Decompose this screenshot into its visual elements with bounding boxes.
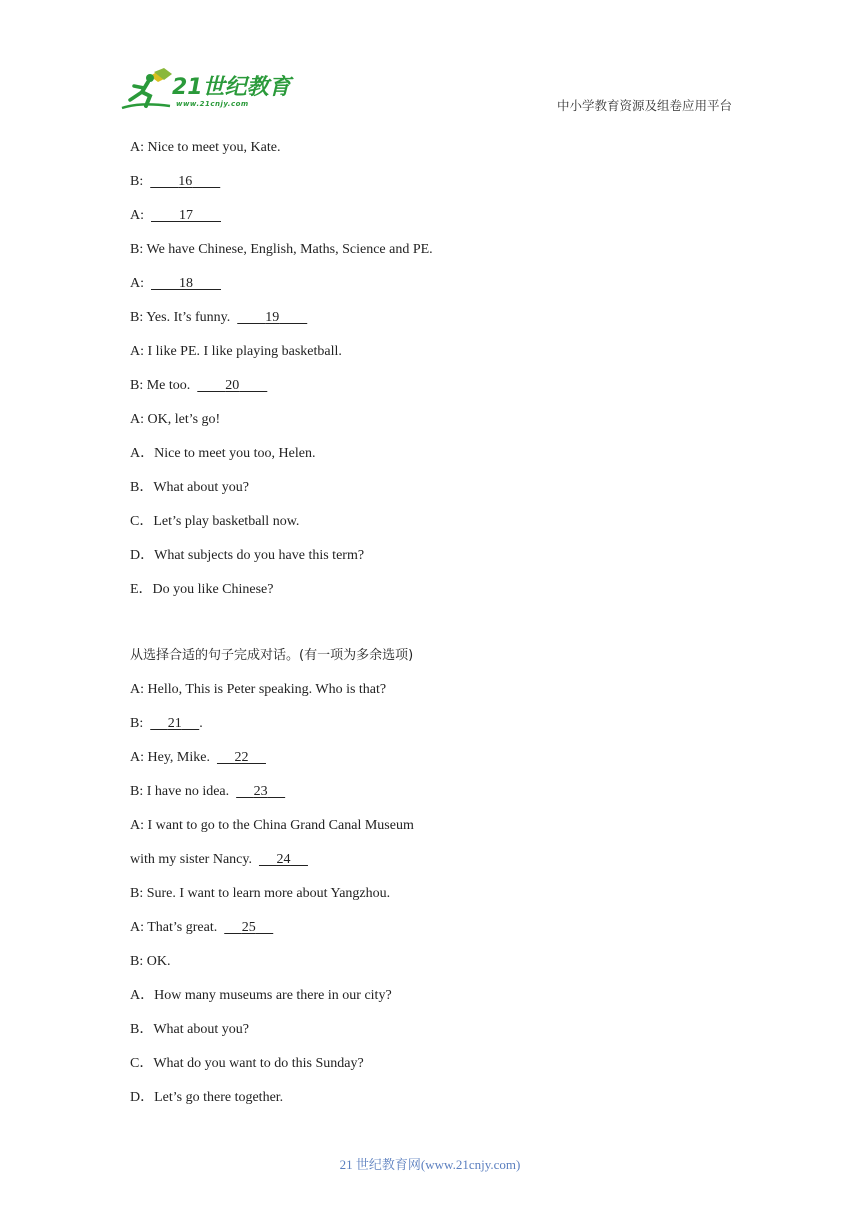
dialogue-line: B: Yes. It’s funny. 19 [130, 309, 307, 327]
answer-blank: 24 [276, 852, 291, 867]
option-item: A．How many museums are there in our city? [130, 988, 392, 1003]
dialogue-line: B: 16 [130, 173, 220, 191]
option-item: C．Let’s play basketball now. [130, 514, 300, 529]
answer-blank: 18 [179, 276, 193, 291]
page-header [0, 0, 860, 125]
page-footer: 21 世纪教育网(www.21cnjy.com) [339, 1157, 521, 1172]
dialogue-line: B: We have Chinese, English, Maths, Science and PE. [130, 242, 433, 257]
dialogue-line: A: Hey, Mike. 22 [130, 749, 266, 767]
dialogue-line: B: OK. [130, 954, 171, 969]
dialogue-line: A: OK, let’s go! [130, 412, 221, 427]
option-item: B．What about you? [130, 480, 249, 495]
dialogue-line: A: I like PE. I like playing basketball. [130, 344, 342, 359]
option-item: D．What subjects do you have this term? [130, 548, 365, 563]
logo-url: www.21cnjy.com [176, 100, 249, 108]
dialogue-line: A: I want to go to the China Grand Canal Museum [130, 818, 414, 833]
answer-blank: 21 [167, 716, 182, 731]
answer-blank: 16 [178, 174, 193, 189]
dialogue-line: A: Nice to meet you, Kate. [130, 140, 281, 155]
answer-blank: 19 [265, 310, 280, 325]
dialogue-line: B: Sure. I want to learn more about Yangzhou. [130, 886, 391, 901]
option-item: B．What about you? [130, 1022, 249, 1037]
dialogue-line: B: 21 . [130, 716, 203, 731]
logo-text: 21世纪教育 [172, 75, 291, 100]
answer-blank: 22 [234, 750, 249, 765]
platform-title: 中小学教育资源及组卷应用平台 [556, 98, 732, 113]
logo [120, 68, 290, 116]
answer-blank: 17 [179, 208, 193, 223]
option-item: A．Nice to meet you too, Helen. [130, 446, 316, 461]
dialogue-line: B: I have no idea. 23 [130, 783, 285, 801]
dialogue-line: with my sister Nancy. 24 [130, 851, 308, 869]
answer-blank: 23 [253, 784, 268, 799]
dialogue-line: A: 18 [130, 275, 221, 293]
option-item: E．Do you like Chinese? [130, 582, 274, 597]
answer-blank: 20 [225, 378, 240, 393]
runner-logo-icon [120, 68, 176, 114]
answer-blank: 25 [241, 920, 256, 935]
dialogue-line: A: Hello, This is Peter speaking. Who is that? [130, 682, 387, 697]
section-instruction: 从选择合适的句子完成对话。(有一项为多余选项) [130, 648, 414, 663]
option-item: C．What do you want to do this Sunday? [130, 1056, 364, 1071]
option-item: D．Let’s go there together. [130, 1090, 284, 1105]
dialogue-line: B: Me too. 20 [130, 377, 267, 395]
dialogue-line: A: That’s great. 25 [130, 919, 273, 937]
dialogue-line: A: 17 [130, 207, 221, 225]
